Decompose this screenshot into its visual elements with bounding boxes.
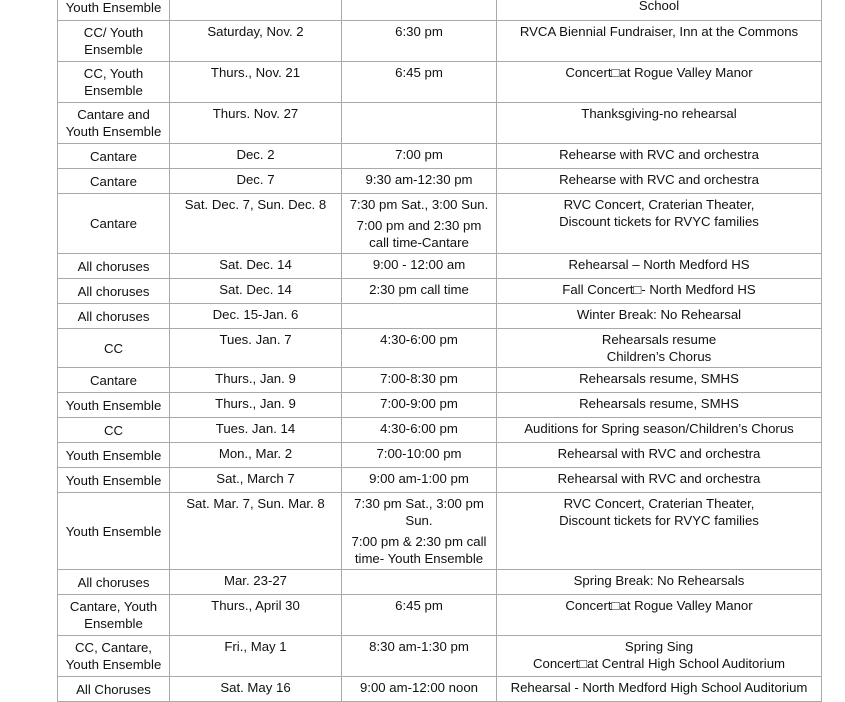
date-cell bbox=[170, 279, 342, 304]
cell-text: Rehearsal – North Medford HS bbox=[568, 257, 750, 272]
table-row bbox=[58, 493, 822, 570]
event-cell bbox=[497, 493, 822, 570]
group-cell bbox=[58, 62, 170, 103]
cell-text: 6:45 pm bbox=[395, 598, 443, 613]
event-cell bbox=[497, 418, 822, 443]
time-cell bbox=[342, 21, 497, 62]
time-cell bbox=[342, 636, 497, 677]
time-cell bbox=[342, 443, 497, 468]
time-cell bbox=[342, 677, 497, 702]
date-cell bbox=[170, 0, 342, 21]
date-cell bbox=[170, 393, 342, 418]
cell-text: Mar. 23-27 bbox=[223, 573, 288, 588]
cell-text: Youth Ensemble bbox=[65, 657, 162, 672]
table-row bbox=[58, 418, 822, 443]
date-cell bbox=[170, 21, 342, 62]
cell-text: Fall Concert□- North Medford HS bbox=[562, 282, 756, 297]
group-cell bbox=[58, 443, 170, 468]
table-row bbox=[58, 194, 822, 254]
cell-text: Sat., March 7 bbox=[216, 471, 295, 486]
table-row bbox=[58, 103, 822, 144]
cell-text: Rehearsals resume bbox=[601, 332, 717, 347]
group-cell bbox=[58, 677, 170, 702]
table-row bbox=[58, 368, 822, 393]
table-row bbox=[58, 570, 822, 595]
time-cell bbox=[342, 0, 497, 21]
cell-text: 7:00 pm bbox=[395, 147, 443, 162]
table-row bbox=[58, 0, 822, 21]
cell-text: Youth Ensemble bbox=[65, 447, 162, 463]
cell-text: CC bbox=[103, 340, 124, 356]
cell-text: call time-Cantare bbox=[369, 235, 469, 250]
cell-text: 4:30-6:00 pm bbox=[380, 421, 458, 436]
cell-text: Sat. May 16 bbox=[220, 680, 291, 695]
group-cell bbox=[58, 393, 170, 418]
cell-text: Rehearsal with RVC and orchestra bbox=[557, 446, 761, 461]
event-cell bbox=[497, 393, 822, 418]
date-cell bbox=[170, 636, 342, 677]
cell-text: Thanksgiving-no rehearsal bbox=[581, 106, 737, 121]
cell-text: 7:00-10:00 pm bbox=[376, 446, 462, 461]
cell-text: Dec. 7 bbox=[236, 172, 275, 187]
cell-text: Concert□at Rogue Valley Manor bbox=[565, 65, 753, 80]
cell-text: Thurs., April 30 bbox=[211, 598, 300, 613]
cell-text: Rehearsal with RVC and orchestra bbox=[557, 471, 761, 486]
group-cell bbox=[58, 418, 170, 443]
event-cell bbox=[497, 368, 822, 393]
date-cell bbox=[170, 493, 342, 570]
date-cell bbox=[170, 144, 342, 169]
cell-text: Ensemble bbox=[84, 42, 143, 57]
cell-text: School bbox=[638, 0, 680, 13]
group-cell bbox=[58, 169, 170, 194]
cell-text: Tues. Jan. 14 bbox=[215, 421, 296, 436]
date-cell bbox=[170, 443, 342, 468]
cell-text: 7:00 pm and 2:30 pm bbox=[356, 218, 482, 233]
event-cell bbox=[497, 279, 822, 304]
date-cell bbox=[170, 194, 342, 254]
group-cell bbox=[58, 279, 170, 304]
cell-text: 6:30 pm bbox=[395, 24, 443, 39]
cell-text: 8:30 am-1:30 pm bbox=[369, 639, 469, 654]
cell-text: CC bbox=[103, 422, 124, 438]
cell-text: All Choruses bbox=[76, 681, 151, 697]
group-cell bbox=[58, 194, 170, 254]
time-cell bbox=[342, 368, 497, 393]
cell-text: Youth Ensemble bbox=[65, 0, 162, 15]
time-cell bbox=[342, 329, 497, 368]
group-cell bbox=[58, 329, 170, 368]
cell-text: Rehearse with RVC and orchestra bbox=[559, 172, 759, 187]
table-row bbox=[58, 468, 822, 493]
cell-text: RVC Concert, Craterian Theater, bbox=[563, 197, 755, 212]
cell-text: CC, Youth bbox=[83, 66, 144, 81]
event-cell bbox=[497, 677, 822, 702]
table-row bbox=[58, 443, 822, 468]
date-cell bbox=[170, 169, 342, 194]
cell-text: Sat. Dec. 7, Sun. Dec. 8 bbox=[184, 197, 327, 212]
event-cell bbox=[497, 570, 822, 595]
cell-text: Concert□at Central High School Auditorium bbox=[532, 656, 786, 671]
cell-text: Tues. Jan. 7 bbox=[219, 332, 292, 347]
time-cell bbox=[342, 468, 497, 493]
table-row bbox=[58, 62, 822, 103]
time-cell bbox=[342, 62, 497, 103]
group-cell bbox=[58, 21, 170, 62]
event-cell bbox=[497, 169, 822, 194]
event-cell bbox=[497, 0, 822, 21]
date-cell bbox=[170, 570, 342, 595]
cell-text: Cantare bbox=[90, 216, 137, 231]
cell-text: Thurs. Nov. 27 bbox=[212, 106, 299, 121]
table-row bbox=[58, 254, 822, 279]
cell-text: Youth Ensemble bbox=[65, 472, 162, 488]
cell-text: Dec. 15-Jan. 6 bbox=[212, 307, 299, 322]
cell-text: 4:30-6:00 pm bbox=[380, 332, 458, 347]
event-cell bbox=[497, 103, 822, 144]
event-cell bbox=[497, 62, 822, 103]
time-cell bbox=[342, 595, 497, 636]
cell-text: 9:00 - 12:00 am bbox=[372, 257, 466, 272]
event-cell bbox=[497, 254, 822, 279]
cell-text: Thurs., Nov. 21 bbox=[210, 65, 301, 80]
cell-text: 9:30 am-12:30 pm bbox=[365, 172, 473, 187]
cell-text: 7:30 pm Sat., 3:00 Sun. bbox=[349, 197, 489, 212]
group-cell bbox=[58, 368, 170, 393]
table-row bbox=[58, 329, 822, 368]
date-cell bbox=[170, 468, 342, 493]
time-cell bbox=[342, 194, 497, 254]
date-cell bbox=[170, 595, 342, 636]
table-row bbox=[58, 636, 822, 677]
cell-text: 7:00-9:00 pm bbox=[380, 396, 458, 411]
cell-text: Youth Ensemble bbox=[65, 523, 162, 539]
event-cell bbox=[497, 329, 822, 368]
time-cell bbox=[342, 144, 497, 169]
date-cell bbox=[170, 418, 342, 443]
cell-text: Spring Sing bbox=[624, 639, 694, 654]
time-cell bbox=[342, 304, 497, 329]
cell-text: Cantare and bbox=[77, 107, 150, 122]
rehearsal-schedule-table bbox=[57, 0, 822, 702]
group-cell bbox=[58, 468, 170, 493]
cell-text: 7:30 pm Sat., 3:00 pm bbox=[354, 496, 484, 511]
time-cell bbox=[342, 103, 497, 144]
cell-text: 7:00-8:30 pm bbox=[380, 371, 458, 386]
table-row bbox=[58, 595, 822, 636]
cell-text: Sat. Dec. 14 bbox=[219, 257, 292, 272]
cell-text: Youth Ensemble bbox=[65, 124, 162, 139]
cell-text: Mon., Mar. 2 bbox=[218, 446, 293, 461]
table-row bbox=[58, 677, 822, 702]
cell-text: Rehearsal - North Medford High School Auditorium bbox=[510, 680, 808, 695]
cell-text: All choruses bbox=[77, 574, 150, 590]
cell-text: Sat. Dec. 14 bbox=[219, 282, 292, 297]
cell-text: Auditions for Spring season/Children’s Chorus bbox=[524, 421, 794, 436]
date-cell bbox=[170, 254, 342, 279]
cell-text: All choruses bbox=[77, 283, 150, 299]
cell-text: Cantare bbox=[90, 148, 137, 164]
group-cell bbox=[58, 493, 170, 570]
cell-text: Cantare bbox=[90, 173, 137, 189]
cell-text: Concert□at Rogue Valley Manor bbox=[565, 598, 753, 613]
cell-text: Dec. 2 bbox=[236, 147, 275, 162]
group-cell bbox=[58, 636, 170, 677]
cell-text: 6:45 pm bbox=[395, 65, 443, 80]
cell-text: Thurs., Jan. 9 bbox=[215, 396, 296, 411]
time-cell bbox=[342, 493, 497, 570]
time-cell bbox=[342, 418, 497, 443]
cell-text: Ensemble bbox=[84, 83, 143, 98]
table-row bbox=[58, 144, 822, 169]
cell-text: RVC Concert, Craterian Theater, bbox=[563, 496, 755, 511]
date-cell bbox=[170, 677, 342, 702]
event-cell bbox=[497, 21, 822, 62]
cell-text: time- Youth Ensemble bbox=[354, 551, 484, 566]
cell-text: Saturday, Nov. 2 bbox=[207, 24, 304, 39]
time-cell bbox=[342, 169, 497, 194]
cell-text: Ensemble bbox=[84, 616, 143, 631]
cell-text: 7:00 pm & 2:30 pm call bbox=[351, 534, 487, 549]
cell-text: Rehearse with RVC and orchestra bbox=[559, 147, 759, 162]
date-cell bbox=[170, 103, 342, 144]
cell-text: Discount tickets for RVYC families bbox=[559, 513, 759, 528]
cell-text: Sun. bbox=[405, 513, 433, 528]
cell-text: Rehearsals resume, SMHS bbox=[579, 396, 739, 411]
table-row bbox=[58, 21, 822, 62]
event-cell bbox=[497, 468, 822, 493]
schedule-page bbox=[57, 0, 822, 702]
event-cell bbox=[497, 194, 822, 254]
cell-text: Spring Break: No Rehearsals bbox=[573, 573, 745, 588]
group-cell bbox=[58, 103, 170, 144]
group-cell bbox=[58, 570, 170, 595]
event-cell bbox=[497, 595, 822, 636]
time-cell bbox=[342, 393, 497, 418]
cell-text: CC, Cantare, bbox=[75, 640, 152, 655]
cell-text: 9:00 am-1:00 pm bbox=[369, 471, 469, 486]
event-cell bbox=[497, 144, 822, 169]
cell-text: Cantare, Youth bbox=[69, 599, 158, 614]
cell-text: All choruses bbox=[77, 258, 150, 274]
table-row bbox=[58, 304, 822, 329]
group-cell bbox=[58, 595, 170, 636]
cell-text: 9:00 am-12:00 noon bbox=[359, 680, 479, 695]
event-cell bbox=[497, 443, 822, 468]
event-cell bbox=[497, 304, 822, 329]
cell-text: Fri., May 1 bbox=[224, 639, 287, 654]
cell-text: Sat. Mar. 7, Sun. Mar. 8 bbox=[186, 496, 325, 511]
group-cell bbox=[58, 254, 170, 279]
date-cell bbox=[170, 304, 342, 329]
table-row bbox=[58, 393, 822, 418]
cell-text: Youth Ensemble bbox=[65, 397, 162, 413]
cell-text: Cantare bbox=[90, 372, 137, 388]
group-cell bbox=[58, 304, 170, 329]
date-cell bbox=[170, 329, 342, 368]
cell-text: Winter Break: No Rehearsal bbox=[576, 307, 742, 322]
time-cell bbox=[342, 570, 497, 595]
cell-text: RVCA Biennial Fundraiser, Inn at the Commons bbox=[519, 24, 799, 39]
time-cell bbox=[342, 279, 497, 304]
group-cell bbox=[58, 144, 170, 169]
cell-text: Thurs., Jan. 9 bbox=[215, 371, 296, 386]
cell-text: Discount tickets for RVYC families bbox=[559, 214, 759, 229]
cell-text: CC/ Youth bbox=[83, 25, 144, 40]
date-cell bbox=[170, 368, 342, 393]
event-cell bbox=[497, 636, 822, 677]
cell-text: Children’s Chorus bbox=[606, 349, 712, 364]
table-row bbox=[58, 279, 822, 304]
cell-text: 2:30 pm call time bbox=[369, 282, 469, 297]
time-cell bbox=[342, 254, 497, 279]
table-row bbox=[58, 169, 822, 194]
date-cell bbox=[170, 62, 342, 103]
cell-text: Rehearsals resume, SMHS bbox=[579, 371, 739, 386]
group-cell bbox=[58, 0, 170, 21]
cell-text: All choruses bbox=[77, 308, 150, 324]
